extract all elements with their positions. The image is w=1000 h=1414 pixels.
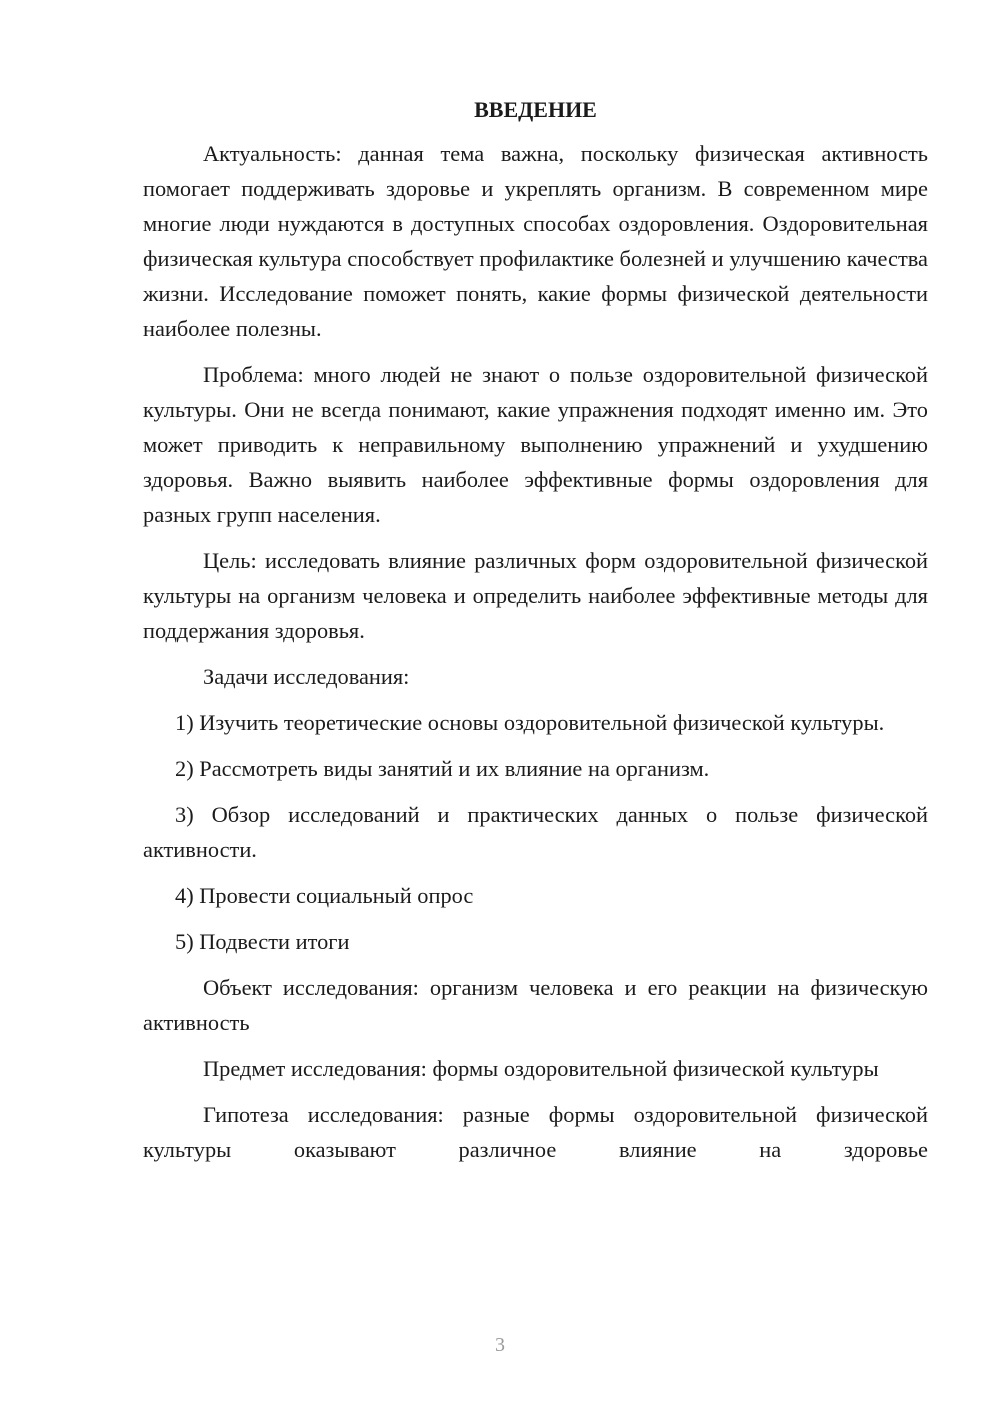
task-item-2: 2) Рассмотреть виды занятий и их влияние на организм.: [175, 756, 710, 781]
paragraph-tasks-heading: Задачи исследования:: [203, 664, 410, 689]
task-item-3: 3) Обзор исследований и практических данных о пользе физической активности.: [143, 802, 928, 862]
paragraph-goal: Цель: исследовать влияние различных форм оздоровительной физической культуры на организм человека и определить наиболее эффективные методы для поддержания здоровья.: [143, 548, 928, 643]
paragraph-hypothesis: Гипотеза исследования: разные формы оздоровительной физической культуры оказывают различное влияние на здоровье: [143, 1102, 928, 1162]
task-item-4: 4) Провести социальный опрос: [175, 883, 474, 908]
page-content: [143, 92, 928, 1178]
paragraph-problem: Проблема: много людей не знают о пользе оздоровительной физической культуры. Они не всегда понимают, какие упражнения подходят именно им. Это может приводить к неправильному выполнению упражнений и ухудшению здоровья. Важно выявить наиболее эффективные формы оздоровления для разных групп населения.: [143, 362, 928, 527]
task-item-5: 5) Подвести итоги: [175, 929, 350, 954]
paragraph-object: Объект исследования: организм человека и его реакции на физическую активность: [143, 975, 928, 1035]
paragraph-subject: Предмет исследования: формы оздоровительной физической культуры: [203, 1056, 879, 1081]
page-number: 3: [495, 1334, 505, 1356]
section-title: ВВЕДЕНИЕ: [474, 97, 597, 122]
task-item-1: 1) Изучить теоретические основы оздоровительной физической культуры.: [175, 710, 885, 735]
paragraph-relevance: Актуальность: данная тема важна, поскольку физическая активность помогает поддерживать здоровье и укреплять организм. В современном мире многие люди нуждаются в доступных способах оздоровления. Оздоровительная физическая культура способствует профилактике болезней и улучшению качества жизни. Исследование поможет понять, какие формы физической деятельности наиболее полезны.: [143, 141, 928, 341]
